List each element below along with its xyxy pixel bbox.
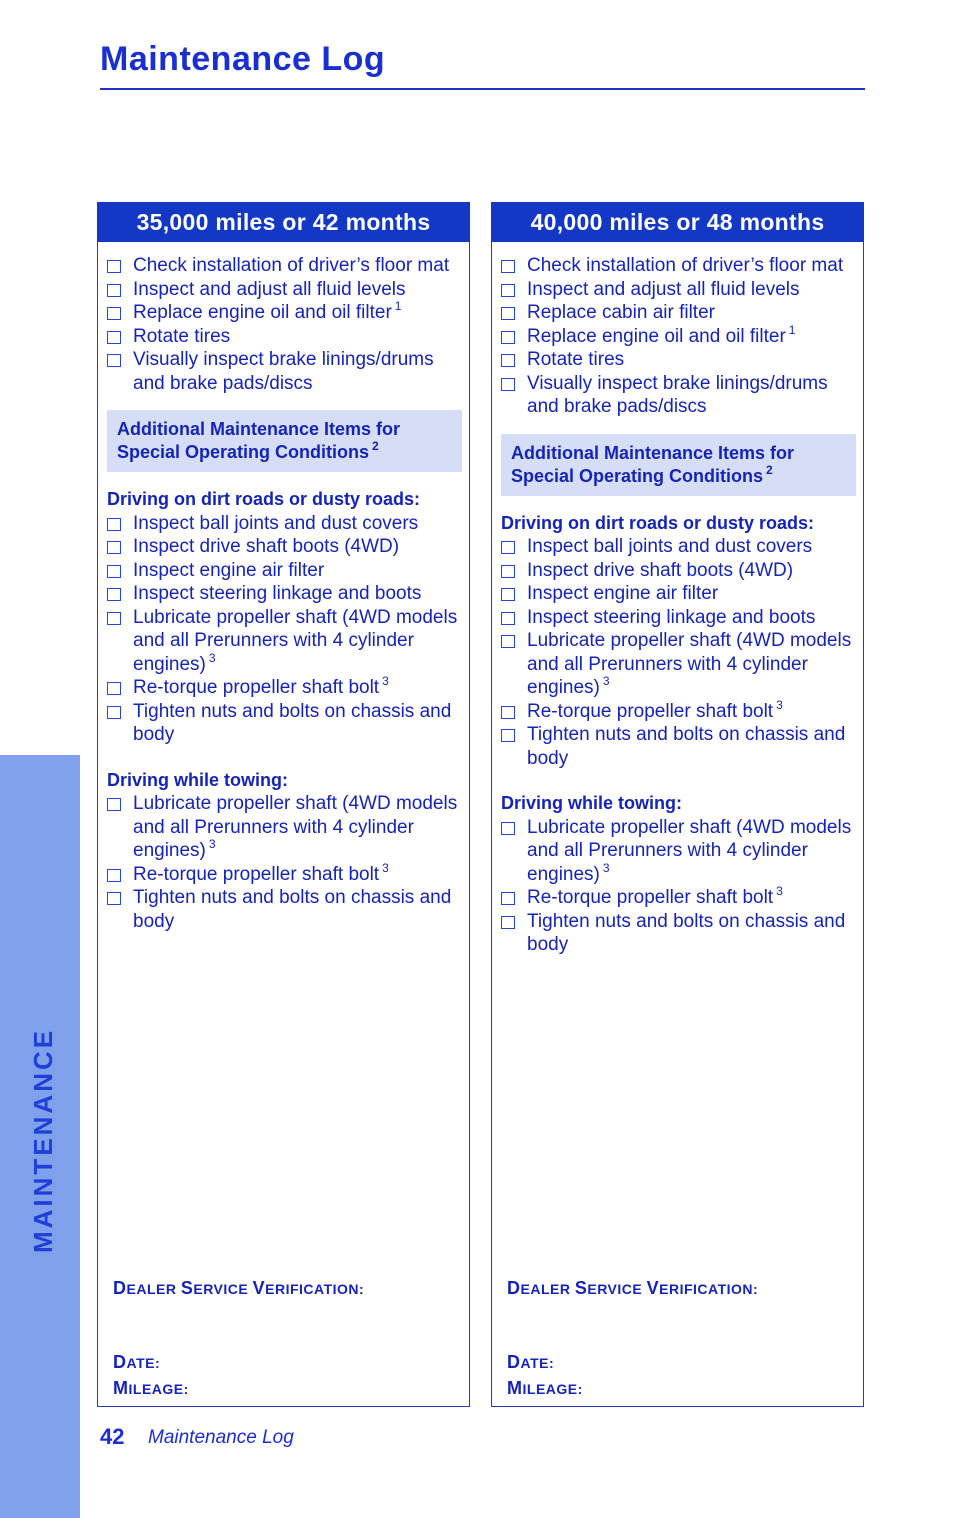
checklist-item[interactable] — [501, 697, 856, 724]
page-number: 42 — [100, 1424, 125, 1449]
checklist-item[interactable] — [107, 278, 462, 302]
checklist-item[interactable] — [107, 301, 462, 325]
note-line-2: Special Operating Conditions — [117, 442, 370, 462]
maintenance-column-40000 — [491, 202, 864, 1408]
column-header: 40,000 miles or 48 months — [491, 202, 864, 242]
checklist-item[interactable] — [107, 886, 462, 933]
page-title: Maintenance Log — [100, 40, 386, 78]
checklist-item[interactable] — [107, 325, 462, 349]
footnote-ref: 2 — [766, 462, 773, 477]
checklist-item-text: Re-torque propeller shaft bolt — [527, 700, 774, 722]
checklist-item[interactable] — [107, 559, 462, 583]
checklist-item[interactable] — [107, 582, 462, 606]
checklist-item-text: Check installation of driver’s floor mat — [133, 255, 450, 276]
checklist-item-text: Re-torque propeller shaft bolt — [133, 677, 380, 698]
checklist-item[interactable] — [107, 606, 462, 677]
date-label: DATE: — [113, 1352, 161, 1372]
footnote-ref: 2 — [372, 439, 379, 453]
checklist-item[interactable] — [501, 535, 856, 559]
checklist-item-text: Inspect ball joints and dust covers — [527, 536, 813, 557]
checklist-item[interactable] — [501, 322, 856, 349]
checklist-item-text: Inspect drive shaft boots (4WD) — [527, 559, 794, 581]
checklist-item-text: Tighten nuts and bolts on chassis and body — [527, 910, 846, 955]
checklist-item[interactable] — [107, 792, 462, 863]
checklist-item[interactable] — [501, 278, 856, 302]
footnote-ref: 3 — [776, 884, 783, 898]
column-body — [491, 242, 864, 1407]
checklist-item-text: Re-torque propeller shaft bolt — [527, 887, 774, 908]
checklist-item-text: Inspect ball joints and dust covers — [133, 512, 419, 534]
checklist-item-text: Rotate tires — [133, 325, 231, 347]
note-line-2: Special Operating Conditions — [511, 465, 764, 486]
mileage-label: MILEAGE: — [113, 1378, 189, 1398]
checklist-item[interactable] — [107, 254, 462, 278]
checklist-item[interactable] — [107, 512, 462, 536]
checklist-item-text: Lubricate propeller shaft (4WD models and all Prerunners with 4 cylinder engines) — [527, 630, 852, 698]
checklist-item-text: Replace cabin air filter — [527, 302, 715, 323]
checklist-item-text: Inspect and adjust all fluid levels — [527, 278, 800, 300]
spacer — [501, 770, 856, 788]
towing-heading: Driving while towing: — [501, 793, 682, 813]
checklist-item[interactable] — [501, 372, 856, 419]
date-label: DATE: — [507, 1352, 555, 1372]
checklist-item-text: Visually inspect brake linings/drums and brake pads/discs — [133, 349, 434, 394]
mileage-label: MILEAGE: — [507, 1378, 583, 1398]
checklist-item[interactable] — [501, 910, 856, 957]
footnote-ref: 3 — [382, 860, 389, 875]
checklist-item-text: Inspect steering linkage and boots — [527, 606, 816, 628]
towing-heading: Driving while towing: — [107, 769, 288, 790]
checklist-item-text: Inspect and adjust all fluid levels — [133, 278, 406, 300]
spacer — [107, 747, 462, 765]
checklist-item[interactable] — [501, 582, 856, 606]
checklist-item-text: Visually inspect brake linings/drums and brake pads/discs — [527, 372, 828, 417]
checklist-item[interactable] — [501, 606, 856, 630]
checklist-item-text: Lubricate propeller shaft (4WD models and all Prerunners with 4 cylinder engines) — [133, 793, 458, 861]
checklist-item[interactable] — [107, 700, 462, 747]
footnote-ref: 3 — [208, 650, 216, 665]
dirt-roads-heading: Driving on dirt roads or dusty roads: — [107, 489, 421, 509]
checklist-item[interactable] — [501, 723, 856, 770]
checklist-item-text: Inspect engine air filter — [133, 559, 325, 581]
title-divider — [100, 88, 865, 90]
checklist-item-text: Tighten nuts and bolts on chassis and body — [133, 700, 452, 745]
maintenance-column-35000 — [97, 202, 470, 1408]
checklist-item[interactable] — [501, 348, 856, 372]
checklist-item-text: Replace engine oil and oil filter — [133, 302, 392, 323]
checklist-item-text: Tighten nuts and bolts on chassis and body — [527, 724, 846, 769]
special-conditions-note — [501, 434, 856, 496]
checklist-item[interactable] — [501, 816, 856, 887]
checklist — [107, 254, 462, 933]
note-line-1: Additional Maintenance Items for — [117, 419, 401, 439]
footnote-ref: 3 — [208, 837, 216, 851]
footnote-ref: 3 — [382, 674, 389, 688]
checklist-item-text: Tighten nuts and bolts on chassis and body — [133, 887, 452, 932]
footer-section-label: Maintenance Log — [148, 1427, 294, 1448]
column-header: 35,000 miles or 42 months — [97, 202, 470, 242]
checklist-item[interactable] — [501, 886, 856, 910]
checklist-item[interactable] — [501, 629, 856, 700]
dealer-verification-label: DEALER SERVICE VERIFICATION: — [113, 1278, 365, 1298]
checklist-item-text: Re-torque propeller shaft bolt — [133, 863, 380, 885]
checklist-item-text: Replace engine oil and oil filter — [527, 325, 786, 347]
checklist-item-text: Rotate tires — [527, 349, 625, 370]
checklist-item[interactable] — [501, 301, 856, 325]
checklist-item-text: Lubricate propeller shaft (4WD models and all Prerunners with 4 cylinder engines) — [527, 816, 852, 885]
footnote-ref: 1 — [394, 299, 402, 313]
checklist-item[interactable] — [107, 535, 462, 559]
checklist — [501, 254, 856, 957]
checklist-item[interactable] — [107, 676, 462, 700]
footnote-ref: 3 — [602, 860, 610, 875]
checklist-item-text: Inspect steering linkage and boots — [133, 583, 422, 604]
checklist-item-text: Lubricate propeller shaft (4WD models and all Prerunners with 4 cylinder engines) — [133, 606, 458, 675]
dealer-verification-label: DEALER SERVICE VERIFICATION: — [507, 1278, 759, 1298]
note-line-1: Additional Maintenance Items for — [511, 442, 795, 463]
footnote-ref: 3 — [776, 697, 783, 712]
checklist-item[interactable] — [107, 348, 462, 395]
checklist-item-text: Check installation of driver’s floor mat — [527, 255, 844, 276]
checklist-item-text: Inspect engine air filter — [527, 583, 719, 604]
special-conditions-note — [107, 410, 462, 472]
column-body — [97, 242, 470, 1407]
checklist-item[interactable] — [107, 860, 462, 887]
dirt-roads-heading: Driving on dirt roads or dusty roads: — [501, 512, 815, 533]
checklist-item-text: Inspect drive shaft boots (4WD) — [133, 536, 400, 557]
side-tab-label: MAINTENANCE — [28, 1027, 58, 1253]
checklist-item[interactable] — [501, 254, 856, 278]
checklist-item[interactable] — [501, 559, 856, 583]
footnote-ref: 1 — [788, 322, 796, 337]
footnote-ref: 3 — [602, 674, 610, 688]
